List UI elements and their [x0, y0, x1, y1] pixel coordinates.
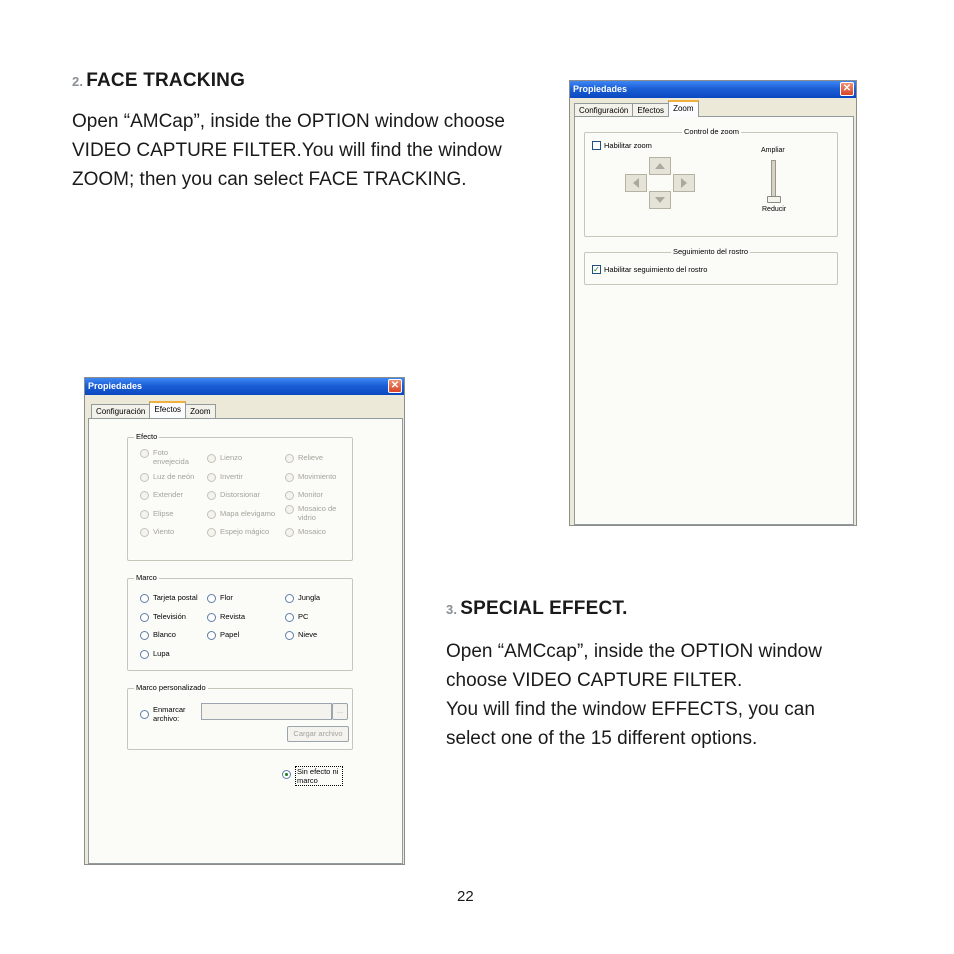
radio-icon[interactable] [285, 505, 294, 514]
frame-option-label: Lupa [153, 649, 170, 658]
radio-icon[interactable] [285, 528, 294, 537]
effect-option-label: Movimiento [298, 472, 337, 481]
effect-option[interactable] [207, 472, 243, 482]
radio-icon[interactable] [285, 613, 294, 622]
frame-option[interactable] [140, 593, 198, 603]
enable-face-tracking-label: Habilitar seguimiento del rostro [604, 265, 708, 274]
pan-left-button[interactable] [625, 174, 647, 192]
zoom-control-group [584, 127, 838, 237]
tab-configuracion[interactable]: Configuración [91, 404, 150, 418]
zoom-dialog-tabs [574, 101, 698, 117]
tab-efectos[interactable]: Efectos [632, 103, 669, 117]
section-3-title: SPECIAL EFFECT. [460, 598, 628, 619]
effect-option-label: Foto envejecida [153, 448, 189, 466]
arrow-down-icon [655, 197, 665, 203]
section-3-body [446, 637, 866, 753]
effect-option[interactable] [140, 472, 194, 482]
pan-down-button[interactable] [649, 191, 671, 209]
frame-option[interactable] [285, 612, 308, 622]
custom-frame-group-label: Marco personalizado [136, 683, 206, 692]
frame-option-label: Blanco [153, 630, 176, 639]
radio-icon[interactable] [207, 510, 216, 519]
face-tracking-group-label: Seguimiento del rostro [673, 247, 749, 256]
frame-option[interactable] [140, 630, 176, 640]
zoom-control-group-label: Control de zoom [684, 127, 740, 136]
radio-icon[interactable] [140, 491, 149, 500]
radio-icon[interactable] [207, 613, 216, 622]
effect-option-label: Distorsionar [220, 490, 261, 499]
effects-dialog-titlebar[interactable] [85, 378, 404, 395]
effect-option[interactable] [285, 472, 336, 482]
effect-option[interactable] [140, 527, 174, 537]
radio-icon[interactable] [140, 594, 149, 603]
section-3-number: 3. [446, 602, 458, 617]
effect-option-label: Mosaico de vidrio [298, 504, 337, 522]
frame-option-label: PC [298, 612, 309, 621]
no-effect-option[interactable] [282, 766, 343, 786]
radio-icon[interactable] [140, 710, 149, 719]
effect-option[interactable] [285, 490, 323, 500]
effect-option[interactable] [207, 527, 269, 537]
effect-option[interactable] [207, 453, 242, 463]
frame-option-label: Jungla [298, 593, 321, 602]
section-3-paragraph-2: You will find the window EFFECTS, you can select one of the 15 different options. [446, 699, 815, 749]
effect-option[interactable] [207, 490, 260, 500]
section-3-heading [446, 598, 628, 620]
pan-right-button[interactable] [673, 174, 695, 192]
frame-option[interactable] [285, 593, 320, 603]
effect-option-label: Invertir [220, 472, 243, 481]
zoom-tab-panel [574, 116, 854, 525]
enable-zoom-checkbox[interactable] [592, 141, 652, 150]
effect-option-label: Mosaico [298, 527, 326, 536]
checkbox-icon[interactable] [592, 141, 601, 150]
zoom-dialog-title: Propiedades [573, 84, 628, 94]
effect-group [127, 432, 353, 561]
frame-option-label: Flor [220, 593, 233, 602]
checkmark-icon[interactable]: ✓ [593, 265, 600, 274]
frame-option[interactable] [207, 593, 233, 603]
slider-bottom-label: Reducir [762, 206, 787, 213]
radio-icon[interactable] [140, 613, 149, 622]
section-2-title: FACE TRACKING [86, 70, 246, 91]
load-file-button[interactable]: Cargar archivo [287, 726, 349, 742]
radio-icon[interactable] [140, 650, 149, 659]
effect-option-label: Viento [153, 527, 175, 536]
frame-option[interactable] [140, 612, 186, 622]
zoom-slider-thumb[interactable] [767, 196, 781, 203]
frame-option[interactable] [140, 649, 170, 659]
pan-up-button[interactable] [649, 157, 671, 175]
frame-file-input[interactable] [201, 703, 332, 720]
effect-option-label: Relieve [298, 453, 324, 462]
close-icon[interactable]: ✕ [840, 82, 854, 96]
frame-option[interactable] [207, 630, 239, 640]
effect-option-label: Elipse [153, 509, 174, 518]
effect-option[interactable] [140, 490, 183, 500]
effect-option[interactable] [207, 509, 275, 519]
section-2-body [72, 107, 517, 194]
radio-icon[interactable] [140, 528, 149, 537]
section-2-number: 2. [72, 74, 84, 89]
arrow-left-icon [633, 178, 639, 188]
effect-option-label: Mapa elevigamo [220, 509, 276, 518]
frame-group-label: Marco [136, 573, 157, 582]
tab-zoom[interactable]: Zoom [185, 404, 215, 418]
zoom-dialog-titlebar[interactable] [570, 81, 856, 98]
effect-group-label: Efecto [136, 432, 158, 441]
face-tracking-group [584, 247, 838, 285]
frame-option-label: Nieve [298, 630, 318, 639]
radio-icon[interactable] [285, 594, 294, 603]
effect-option-label: Monitor [298, 490, 324, 499]
radio-icon[interactable] [207, 473, 216, 482]
section-3-paragraph-1: Open “AMCcap”, inside the OPTION window choose VIDEO CAPTURE FILTER. [446, 641, 822, 691]
frame-option-label: Televisión [153, 612, 186, 621]
radio-icon[interactable] [207, 491, 216, 500]
frame-option-label: Papel [220, 630, 240, 639]
radio-icon[interactable] [207, 594, 216, 603]
slider-top-label: Ampliar [761, 147, 785, 154]
frame-option[interactable] [207, 612, 245, 622]
arrow-right-icon [681, 178, 687, 188]
radio-icon[interactable] [140, 631, 149, 640]
radio-icon[interactable] [207, 528, 216, 537]
radio-icon[interactable] [285, 454, 294, 463]
frame-option-label: Tarjeta postal [153, 593, 198, 602]
close-icon[interactable]: ✕ [388, 379, 402, 393]
effect-option-label: Luz de neón [153, 472, 195, 481]
effect-option[interactable] [285, 453, 323, 463]
radio-icon[interactable] [140, 473, 149, 482]
no-effect-label: Sin efecto ni marco [295, 766, 343, 786]
tab-configuracion[interactable]: Configuración [574, 103, 633, 117]
arrow-up-icon [655, 163, 665, 169]
frame-option-label: Revista [220, 612, 246, 621]
effect-option-label: Extender [153, 490, 184, 499]
effects-properties-dialog [84, 377, 405, 865]
effects-dialog-title: Propiedades [88, 381, 143, 391]
enable-face-tracking-checkbox[interactable] [592, 265, 707, 274]
radio-icon[interactable] [207, 454, 216, 463]
radio-icon[interactable] [285, 631, 294, 640]
effect-option[interactable] [285, 527, 326, 537]
frame-option[interactable] [285, 630, 317, 640]
zoom-slider-track[interactable] [771, 160, 776, 200]
radio-selected-icon[interactable] [282, 770, 291, 779]
enable-zoom-label: Habilitar zoom [604, 141, 652, 150]
effect-option-label: Lienzo [220, 453, 243, 462]
zoom-properties-dialog [569, 80, 857, 526]
radio-icon[interactable] [285, 491, 294, 500]
page-number: 22 [457, 888, 474, 905]
effects-dialog-tabs [91, 402, 215, 418]
effect-option-label: Espejo mágico [220, 527, 270, 536]
effects-tab-panel [88, 418, 403, 864]
custom-frame-group [127, 683, 353, 750]
effect-option[interactable] [140, 509, 173, 519]
section-2-heading [72, 70, 245, 92]
radio-icon[interactable] [285, 473, 294, 482]
tab-efectos[interactable]: Efectos [149, 401, 186, 418]
radio-icon[interactable] [140, 449, 149, 458]
effect-option[interactable] [140, 448, 198, 466]
radio-icon[interactable] [207, 631, 216, 640]
tab-zoom[interactable]: Zoom [668, 100, 698, 117]
radio-icon[interactable] [140, 510, 149, 519]
frame-file-option[interactable] [140, 705, 194, 723]
section-2-paragraph: Open “AMCap”, inside the OPTION window choose VIDEO CAPTURE FILTER.You will find the window ZOOM; then you can select FACE TRACKING. [72, 111, 505, 190]
effect-option[interactable] [285, 504, 345, 522]
frame-group [127, 573, 353, 671]
frame-file-label: Enmarcar archivo: [153, 705, 186, 723]
browse-button[interactable]: ... [332, 703, 348, 720]
